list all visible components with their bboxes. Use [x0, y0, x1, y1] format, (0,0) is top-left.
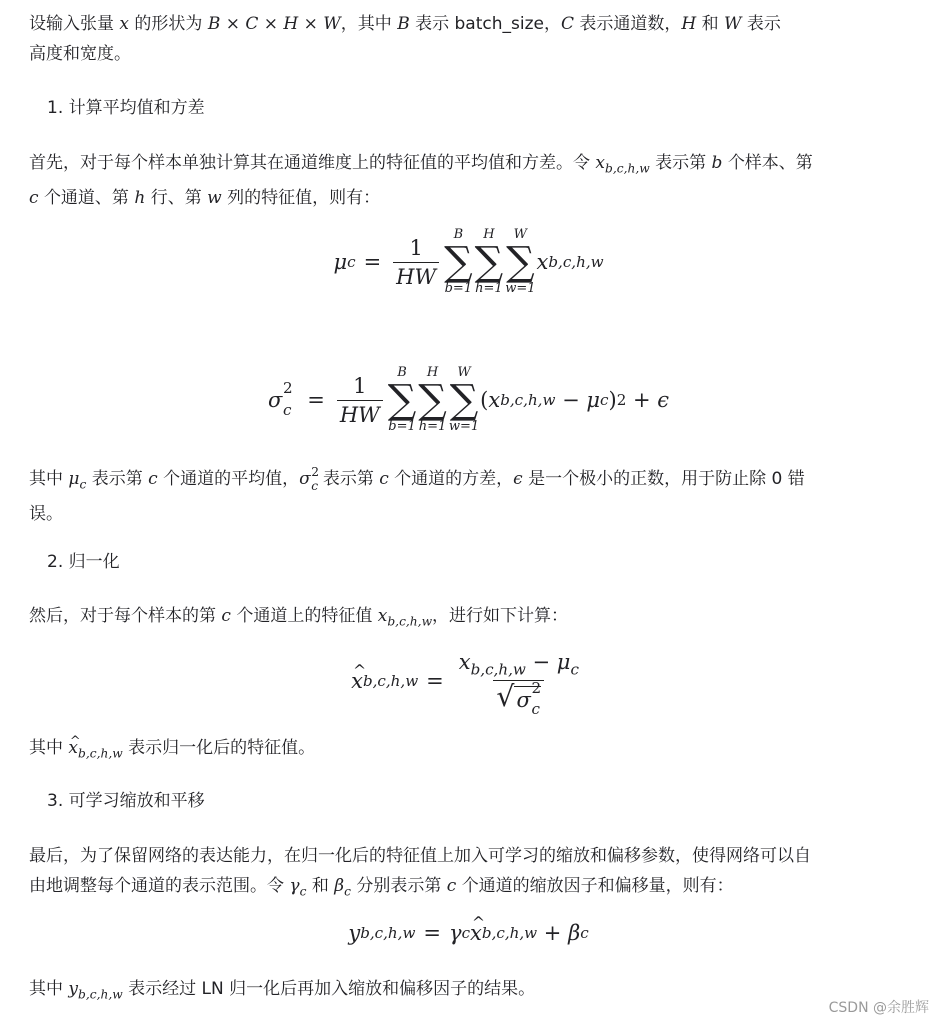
step2-paragraph: 然后，对于每个样本的第 c 个通道上的特征值 $x_{b,c,h,w}$，进行如下计算：: [29, 606, 569, 629]
explanation-result: 其中 $y_{b,c,h,w}$ 表示经过 LN 归一化后再加入缩放和偏移因子的结果。: [29, 979, 536, 1002]
step3-paragraph: 最后，为了保留网络的表达能力，在归一化后的特征值上加入可学习的缩放和偏移参数，使得网络可以自 由地调整每个通道的表示范围。令 $\gamma_c$ 和 $\beta_c$ 分别表示第 c 个通道的缩放因子和偏移量，则有：: [29, 846, 811, 899]
fraction: $\frac{1}{HW}$: [393, 236, 439, 289]
sum-b: B ∑ b=1: [387, 365, 417, 434]
step1-paragraph: 首先，对于每个样本单独计算其在通道维度上的特征值的平均值和方差。令 $x_{b,c,h,w}$ 表示第 b 个样本、第 c 个通道、第 h 行、第 w 列的特征值，则有：: [29, 153, 813, 209]
sum-h: H ∑ h=1: [418, 365, 447, 434]
step2-heading: 2. 归一化: [47, 552, 120, 572]
fraction: $\frac{1}{HW}$: [337, 374, 383, 427]
explanation-normalized: 其中 ^ $x_{b,c,h,w}$ 表示归一化后的特征值。: [29, 733, 909, 768]
square-root: √ σ 2 c: [496, 678, 542, 719]
sum-w: W ∑ w=1: [448, 365, 480, 434]
fraction: $x_{b,c,h,w} - \mu_c$ √ σ 2 c: [458, 650, 579, 719]
sum-w: W ∑ w=1: [505, 227, 536, 296]
var-x: x: [119, 14, 129, 34]
intro-paragraph: 设输入张量 x 的形状为 B × C × H × W，其中 B 表示 batch_size，C 表示通道数，H 和 W 表示 高度和宽度。: [29, 14, 781, 64]
sum-b: B ∑ b=1: [444, 227, 473, 296]
watermark: CSDN @余胜辉: [828, 1000, 929, 1016]
equation-normalize: ^ x b,c,h,w = $x_{b,c,h,w} - \mu_c$ √ σ 2 c: [0, 650, 937, 712]
sum-h: H ∑ h=1: [474, 227, 504, 296]
step1-heading: 1. 计算平均值和方差: [47, 98, 205, 118]
step3-heading: 3. 可学习缩放和平移: [47, 791, 205, 811]
shape-expression: B × C × H × W: [207, 14, 341, 34]
explanation-mean-variance: 其中 $\mu_c$ 表示第 c 个通道的平均值，σ 2 c 表示第 c 个通道的方差，ϵ 是一个极小的正数，用于防止除 0 错 误。: [29, 464, 805, 525]
equation-affine: y b,c,h,w = γ c ^ x b,c,h,w + β c: [0, 921, 937, 945]
equation-mean: μ c = $\frac{1}{HW}$ B ∑ b=1 H ∑ h=1 W ∑ w=1 x b,c,h,w: [333, 227, 604, 296]
equation-variance: σ 2 c = $\frac{1}{HW}$ B ∑ b=1 H ∑ h=1 W ∑ w=1 ( x b,c,h,w − μ c ) 2 + ϵ: [267, 365, 670, 434]
